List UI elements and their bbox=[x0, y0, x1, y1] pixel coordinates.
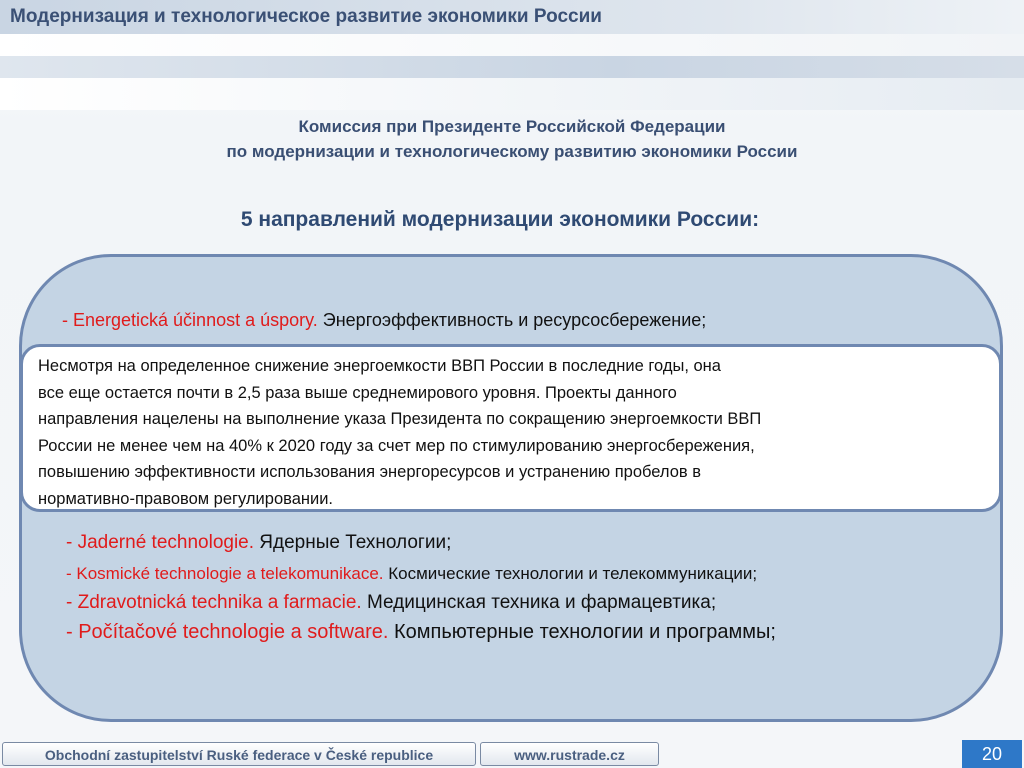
direction-czech: - Jaderné technologie. bbox=[66, 532, 255, 553]
slide-title: Модернизация и технологическое развитие экономики России bbox=[10, 6, 602, 27]
commission-line: Комиссия при Президенте Российской Федерации bbox=[298, 117, 726, 136]
energy-detail-text: Несмотря на определенное снижение энергоемкости ВВП России в последние годы, она все еще остается почти в 2,5 раза выше среднемирового уровня. Проекты данного направления нацелены на выполнение указа Президента по сокращению энергоемкости ВВП России не менее чем на 40% к 2020 году за счет мер по стимулированию энергосбережения, повышению эффективности использования энергоресурсов и устранению пробелов в нормативно-правовом регулировании. bbox=[38, 357, 762, 508]
direction-czech: - Zdravotnická technika a farmacie. bbox=[66, 592, 362, 613]
direction-czech: - Počítačové technologie a software. bbox=[66, 621, 389, 643]
direction-russian: Энергоэффективность и ресурсосбережение; bbox=[317, 310, 707, 330]
commission-line: по модернизации и технологическому развитию экономики России bbox=[226, 142, 798, 161]
direction-russian: Космические технологии и телекоммуникации; bbox=[383, 564, 758, 583]
decor-band bbox=[0, 78, 1024, 110]
commission-heading bbox=[0, 114, 1024, 164]
footer-organization: Obchodní zastupitelství Ruské federace v České republice bbox=[2, 742, 476, 766]
directions-heading: 5 направлений модернизации экономики России: bbox=[240, 208, 760, 231]
footer-website-link[interactable]: www.rustrade.cz bbox=[480, 742, 659, 766]
direction-item-medical bbox=[66, 592, 716, 614]
page-number-badge: 20 bbox=[962, 740, 1022, 768]
direction-item-computer bbox=[66, 621, 776, 644]
direction-russian: Компьютерные технологии и программы; bbox=[388, 621, 776, 643]
direction-item-nuclear bbox=[66, 532, 451, 554]
direction-czech: - Kosmické technologie a telekomunikace. bbox=[66, 564, 384, 583]
direction-item-space bbox=[66, 564, 757, 584]
direction-item-energy bbox=[62, 310, 706, 331]
direction-russian: Медицинская техника и фармацевтика; bbox=[361, 592, 717, 613]
direction-czech: - Energetická účinnost a úspory. bbox=[62, 310, 318, 330]
direction-russian: Ядерные Технологии; bbox=[254, 532, 452, 553]
decor-band bbox=[0, 56, 1024, 78]
decor-band bbox=[0, 34, 1024, 56]
